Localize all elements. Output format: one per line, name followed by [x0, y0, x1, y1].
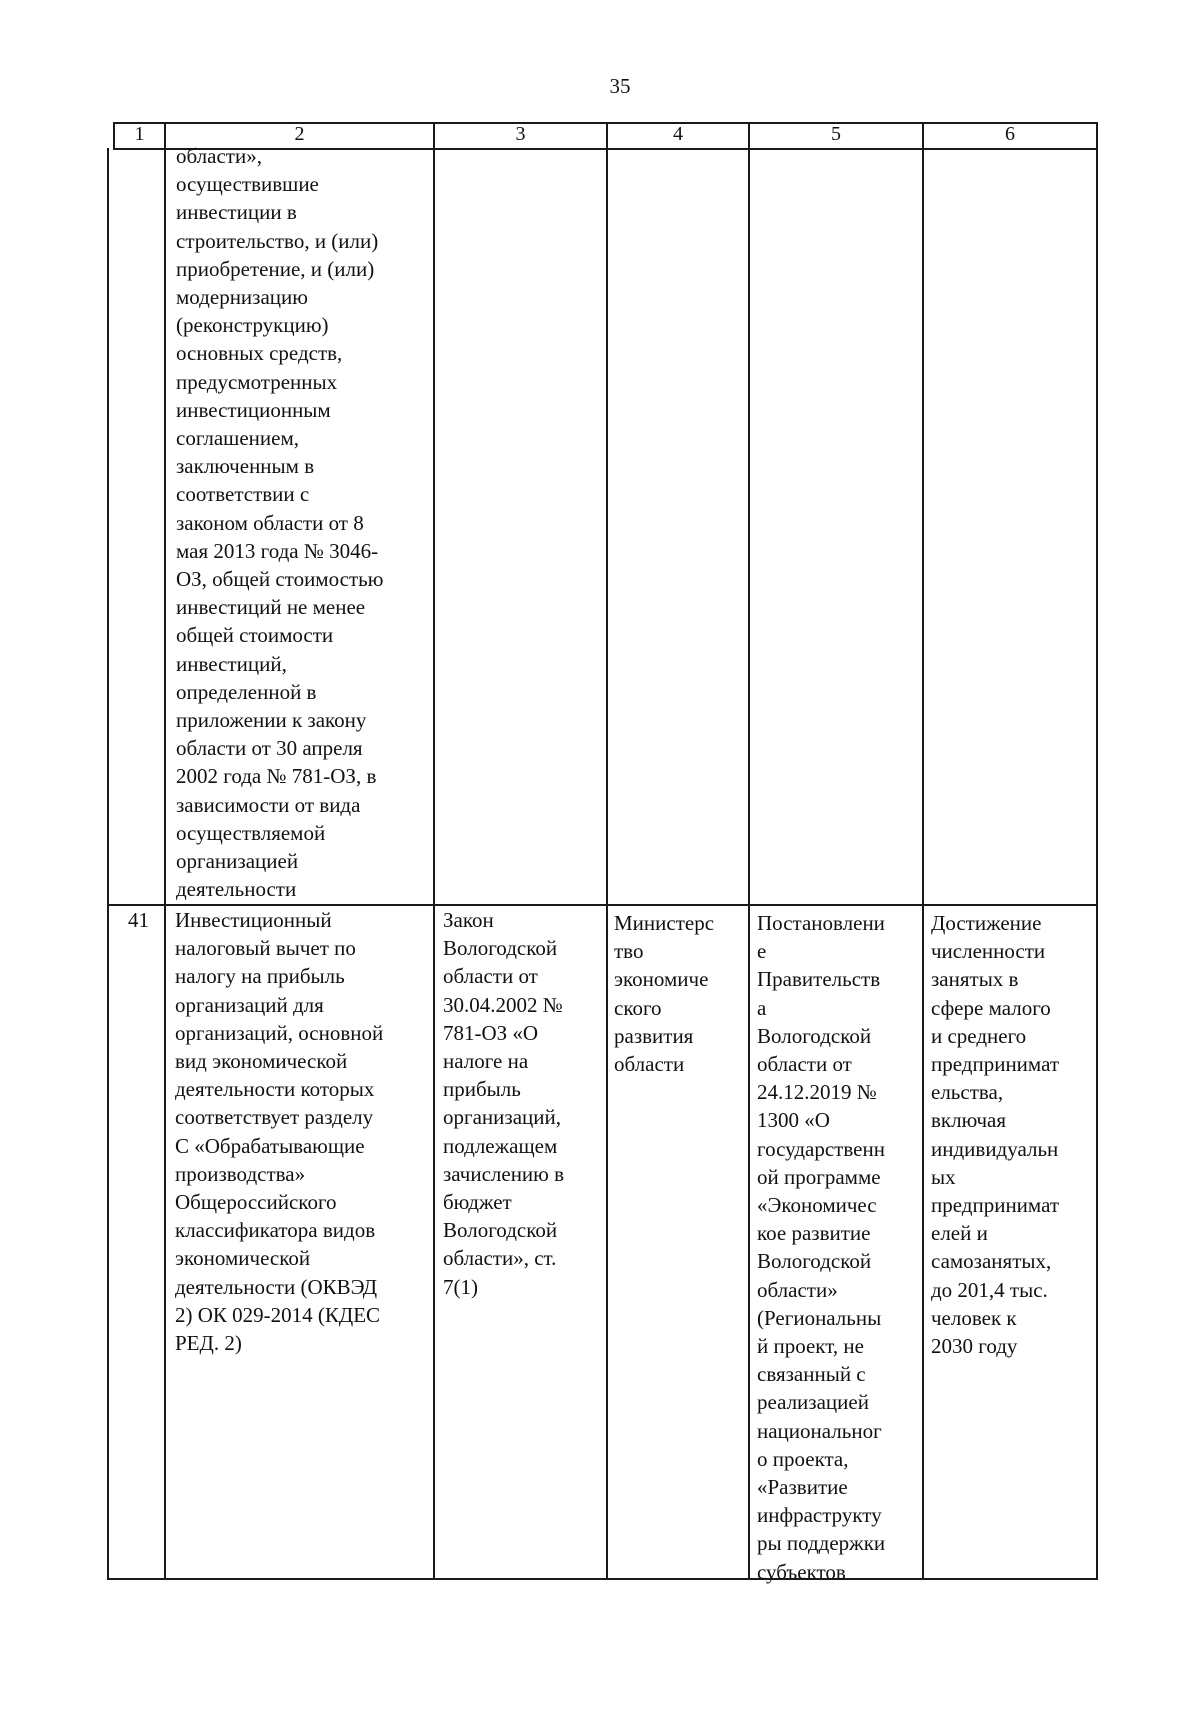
- text-line: С «Обрабатывающие: [175, 1133, 365, 1158]
- text-line: инвестиционным: [176, 397, 331, 422]
- text-line: предпринимат: [931, 1052, 1060, 1077]
- text-line: занятых в: [931, 967, 1019, 992]
- text-line: организаций для: [175, 992, 324, 1017]
- table-right-border: [1096, 122, 1098, 1580]
- row-41-number: 41: [128, 908, 149, 932]
- text-line: 7(1): [443, 1274, 478, 1299]
- text-line: предусмотренных: [176, 369, 338, 394]
- text-line: осуществившие: [176, 172, 319, 197]
- text-line: Министерс: [614, 911, 715, 935]
- text-line: 2002 года № 781-ОЗ, в: [176, 764, 377, 789]
- text-line: государственн: [757, 1136, 885, 1161]
- text-line: о проекта,: [757, 1446, 849, 1471]
- text-line: основных средств,: [176, 341, 343, 366]
- text-line: инвестиции в: [176, 200, 297, 225]
- header-col-2: 2: [294, 123, 305, 145]
- text-line: деятельности: [176, 877, 297, 902]
- text-line: ОЗ, общей стоимостью: [176, 567, 384, 592]
- text-line: осуществляемой: [176, 820, 326, 845]
- text-line: субъектов: [757, 1559, 846, 1584]
- text-line: 781-ОЗ «О: [443, 1020, 539, 1045]
- header-col-6: 6: [1005, 123, 1015, 145]
- text-line: ельства,: [931, 1080, 1004, 1105]
- text-line: тво: [614, 939, 644, 964]
- text-line: ры поддержки: [757, 1531, 886, 1556]
- text-line: (реконструкцию): [176, 313, 329, 338]
- text-line: связанный с: [757, 1362, 866, 1387]
- text-line: соответствии с: [176, 482, 310, 507]
- text-line: й проект, не: [757, 1334, 864, 1359]
- text-line: бюджет: [443, 1190, 512, 1215]
- text-line: организацией: [176, 849, 299, 874]
- column-divider-1-2: [164, 122, 166, 1580]
- text-line: Закон: [443, 908, 494, 932]
- text-line: определенной в: [176, 679, 317, 704]
- text-line: РЕД. 2): [175, 1331, 242, 1356]
- page-number: 35: [609, 74, 631, 98]
- text-line: ой программе: [757, 1164, 881, 1189]
- text-line: подлежащем: [443, 1133, 558, 1158]
- text-line: области от: [443, 964, 538, 989]
- text-line: индивидуальн: [931, 1136, 1059, 1161]
- text-line: численности: [931, 939, 1046, 964]
- text-line: экономиче: [614, 967, 709, 992]
- text-line: соответствует разделу: [175, 1105, 374, 1130]
- text-line: Достижение: [931, 911, 1042, 935]
- text-line: е: [757, 939, 767, 964]
- header-col-3: 3: [515, 123, 526, 145]
- text-line: строительство, и (или): [176, 228, 379, 253]
- text-line: «Экономичес: [757, 1193, 877, 1218]
- text-line: до 201,4 тыс.: [931, 1277, 1048, 1302]
- text-line: области от: [757, 1052, 852, 1077]
- text-line: области от 30 апреля: [176, 736, 363, 761]
- text-line: соглашением,: [176, 426, 299, 451]
- text-line: и среднего: [931, 1023, 1027, 1048]
- text-line: деятельности которых: [175, 1077, 375, 1102]
- text-line: (Региональны: [757, 1305, 882, 1330]
- text-line: Инвестиционный: [175, 908, 332, 932]
- table-bottom-border: [107, 1578, 1098, 1580]
- text-line: 2030 году: [931, 1334, 1018, 1359]
- text-line: приобретение, и (или): [176, 256, 375, 281]
- text-line: приложении к закону: [176, 708, 367, 733]
- text-line: Вологодской: [757, 1023, 872, 1048]
- text-line: области»: [757, 1277, 838, 1302]
- text-line: самозанятых,: [931, 1249, 1052, 1274]
- text-line: налоговый вычет по: [175, 936, 356, 961]
- header-col-5: 5: [831, 123, 841, 145]
- text-line: прибыль: [443, 1077, 521, 1102]
- column-divider-2-3: [433, 122, 435, 1580]
- text-line: законом области от 8: [176, 510, 364, 535]
- text-line: реализацией: [757, 1390, 869, 1415]
- column-divider-4-5: [748, 122, 750, 1580]
- text-line: кое развитие: [757, 1221, 871, 1246]
- column-divider-3-4: [606, 122, 608, 1580]
- text-line: общей стоимости: [176, 623, 334, 648]
- text-line: модернизацию: [176, 285, 308, 310]
- text-line: «Развитие: [757, 1475, 848, 1500]
- text-line: инфраструкту: [757, 1503, 882, 1528]
- text-line: 1300 «О: [757, 1108, 830, 1133]
- column-divider-5-6: [922, 122, 924, 1580]
- continued-row-col2: [176, 142, 383, 903]
- text-line: экономической: [175, 1246, 311, 1271]
- text-line: области»,: [176, 144, 262, 168]
- text-line: ых: [931, 1164, 956, 1189]
- text-line: Вологодской: [757, 1249, 872, 1274]
- text-line: налогу на прибыль: [175, 964, 345, 989]
- header-col-1: 1: [134, 123, 145, 145]
- text-line: организаций, основной: [175, 1020, 384, 1045]
- text-line: развития: [614, 1023, 694, 1048]
- text-line: Вологодской: [443, 936, 558, 961]
- text-line: 2) ОК 029-2014 (КДЕС: [175, 1302, 381, 1327]
- text-line: налоге на: [443, 1049, 529, 1074]
- text-line: 30.04.2002 №: [443, 992, 563, 1017]
- text-line: организаций,: [443, 1105, 561, 1130]
- header-col-4: 4: [673, 123, 683, 145]
- text-line: Общероссийского: [175, 1190, 337, 1215]
- text-line: вид экономической: [175, 1049, 348, 1074]
- text-line: Правительств: [757, 967, 881, 992]
- text-line: предпринимат: [931, 1193, 1060, 1218]
- row-41-col5: [757, 909, 885, 1586]
- text-line: включая: [931, 1108, 1007, 1133]
- text-line: Вологодской: [443, 1218, 558, 1243]
- text-line: сфере малого: [931, 995, 1051, 1020]
- text-line: зачислению в: [443, 1161, 565, 1186]
- text-line: ского: [614, 995, 662, 1020]
- text-line: области: [614, 1052, 685, 1077]
- text-line: производства»: [175, 1161, 306, 1186]
- text-line: а: [757, 995, 767, 1020]
- text-line: зависимости от вида: [176, 792, 361, 817]
- table-left-border: [107, 148, 109, 1580]
- text-line: Постановлени: [757, 911, 885, 935]
- row-41-col3: [443, 906, 564, 1301]
- text-line: деятельности (ОКВЭД: [175, 1274, 378, 1299]
- row-41-col2: [175, 906, 383, 1357]
- text-line: инвестиций,: [176, 651, 287, 676]
- text-line: мая 2013 года № 3046-: [176, 538, 379, 563]
- text-line: 24.12.2019 №: [757, 1080, 877, 1105]
- text-line: области», ст.: [443, 1246, 557, 1271]
- row-41-col4: [614, 909, 714, 1078]
- text-line: елей и: [931, 1221, 988, 1246]
- text-line: классификатора видов: [175, 1218, 376, 1243]
- text-line: заключенным в: [176, 454, 315, 479]
- text-line: национальног: [757, 1418, 882, 1443]
- text-line: человек к: [931, 1305, 1017, 1330]
- row-41-col6: [931, 909, 1059, 1360]
- text-line: инвестиций не менее: [176, 595, 366, 620]
